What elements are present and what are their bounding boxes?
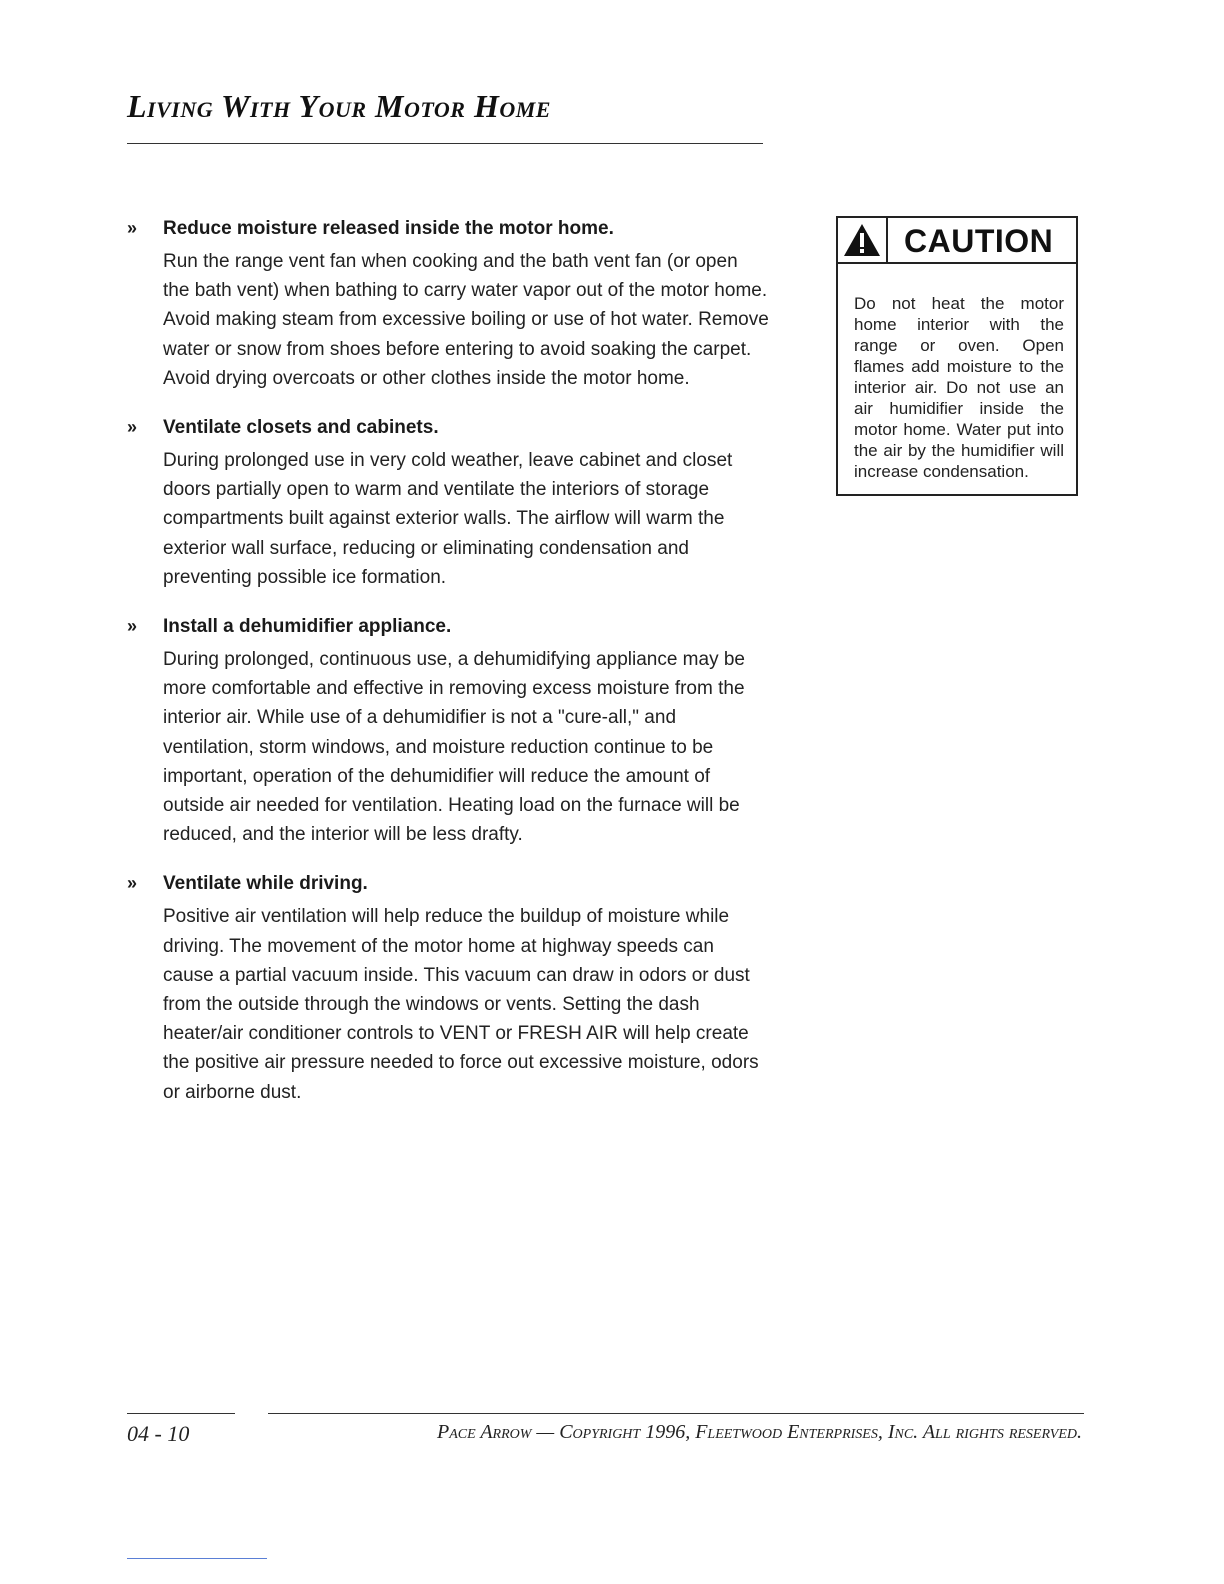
section-title: Reduce moisture released inside the motor home. <box>163 218 614 239</box>
section-body: Positive air ventilation will help reduce the buildup of moisture while driving. The movement of the motor home at highway speeds can cause a partial vacuum inside. This vacuum can draw in odors or dust from the outside through the windows or vents. Setting the dash heater/air conditioner controls to VENT or FRESH AIR will help create the positive air pressure needed to force out excessive moisture, odors or airborne dust. <box>163 906 759 1103</box>
caution-text: Do not heat the motor home interior with the range or oven. Open flames add moisture to the interior air. Do not use an air humidifier inside the motor home. Water put into the air by the humidifier will increase condensation. <box>854 294 1064 481</box>
caution-header <box>838 218 1076 264</box>
bottom-accent-line <box>127 1558 267 1559</box>
bullet-icon: » <box>127 417 138 438</box>
title-rule <box>127 143 763 144</box>
copyright-notice: Pace Arrow — Copyright 1996, Fleetwood Enterprises, Inc. All rights reserved. <box>437 1421 1082 1443</box>
bullet-icon: » <box>127 873 138 894</box>
warning-triangle-icon <box>842 222 882 258</box>
bullet-icon: » <box>127 218 138 238</box>
page-title: Living With Your Motor Home <box>127 88 551 124</box>
section-title: Install a dehumidifier appliance. <box>163 616 452 638</box>
section-dehumidifier <box>127 612 767 849</box>
main-content <box>127 214 767 1127</box>
bullet-icon: » <box>127 616 138 637</box>
caution-divider <box>886 218 888 262</box>
section-ventilate-driving <box>127 869 767 1106</box>
section-body: During prolonged use in very cold weather, leave cabinet and closet doors partially open to warm and ventilate the interiors of storage compartments built against exterior walls. The airflow will warm the exterior wall surface, reducing or eliminating condensation and preventing possible ice formation. <box>163 450 733 588</box>
section-body: During prolonged, continuous use, a dehumidifying appliance may be more comfortable and effective in removing excess moisture from the interior air. While use of a dehumidifier is not a "cure-all," and ventilation, storm windows, and moisture reduction continue to be important, operation of the dehumidifier will reduce the amount of outside air needed for ventilation. Heating load on the furnace will be reduced, and the interior will be less drafty. <box>163 649 745 846</box>
caution-box <box>836 216 1078 496</box>
footer-rule <box>268 1413 1084 1414</box>
caution-label: CAUTION <box>904 223 1054 259</box>
section-body: Run the range vent fan when cooking and the bath vent fan (or open the bath vent) when bathing to carry water vapor out of the motor home. Avoid making steam from excessive boiling or use of hot water. Remove water or snow from shoes before entering to avoid soaking the carpet. Avoid drying overcoats or other clothes inside the motor home. <box>163 251 769 389</box>
section-title: Ventilate while driving. <box>163 873 368 895</box>
section-ventilate-closets <box>127 413 767 592</box>
section-title: Ventilate closets and cabinets. <box>163 417 439 439</box>
section-reduce-moisture <box>127 214 767 393</box>
footer-rule <box>127 1413 235 1414</box>
page-number: 04 - 10 <box>127 1421 190 1446</box>
